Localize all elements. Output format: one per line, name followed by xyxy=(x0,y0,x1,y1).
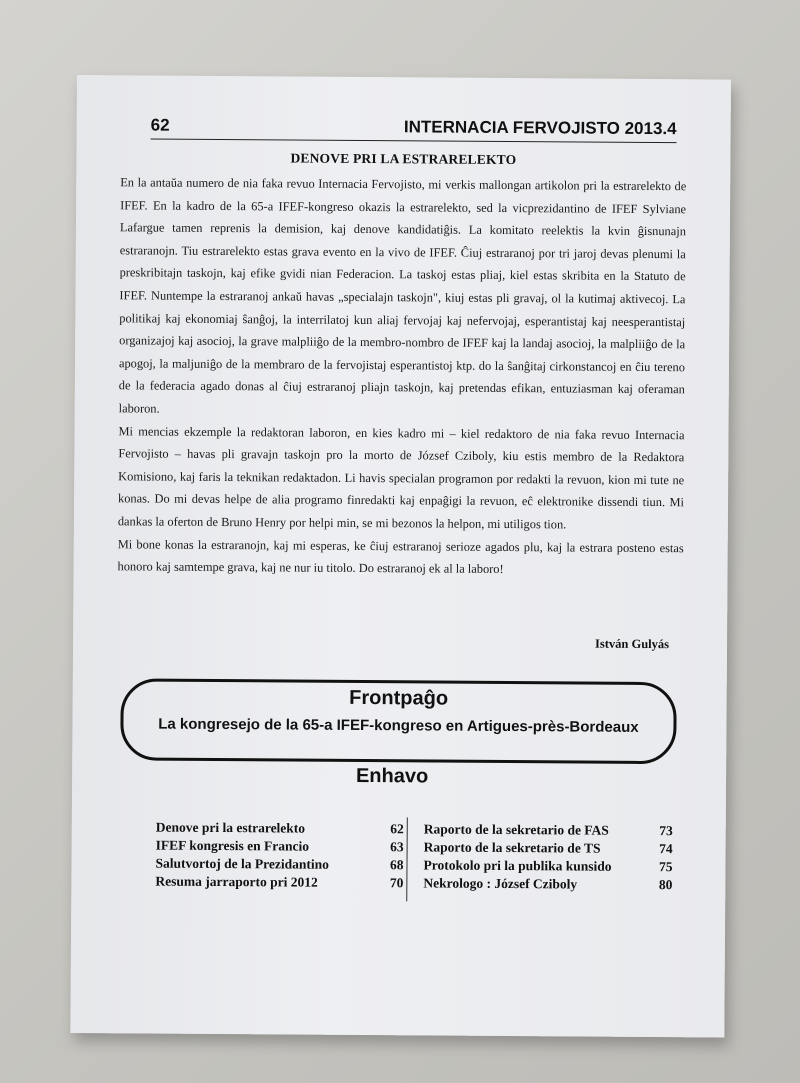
toc-entry-title: Denove pri la estrarelekto xyxy=(155,819,306,836)
toc-entry-title: Raporto de la sekretario de TS xyxy=(423,839,601,856)
magazine-page xyxy=(70,75,731,1038)
article-paragraph: Mi mencias ekzemple la redaktoran laboron, en kies kadro mi – kiel redaktoro de nia faka revuo Internacia Fervojisto – havas pli gravajn taskojn pro la morto de József Cziboly, kiu estis membro de la Redaktora Komisiono, kaj faris la teknikan redaktadon. Li havis specialan programon por redakti la revuon, kion mi tute ne konas. Do mi devas helpe de alia programo finredakti kaj enpaĝigi la revuon, eĉ elektronike dissendi tiun. Mi dankas la oferton de Bruno Henry por helpi min, se mi bezonos la helpon, mi utiligos tion. xyxy=(117,423,685,532)
toc-entry-title: Nekrologo : József Cziboly xyxy=(423,875,578,892)
toc-entry xyxy=(424,820,673,840)
toc-entry xyxy=(423,856,672,876)
toc-right-column xyxy=(423,820,672,894)
toc-entry xyxy=(424,838,673,858)
toc-entry-title: Resuma jarraporto pri 2012 xyxy=(155,873,318,890)
page-header xyxy=(150,115,677,139)
toc-entry xyxy=(155,873,403,893)
toc-entry-page: 75 xyxy=(658,859,673,875)
toc-entry xyxy=(423,874,672,894)
toc-heading: Enhavo xyxy=(355,764,429,788)
toc-entry xyxy=(156,837,404,857)
toc-entry-page: 68 xyxy=(389,857,404,873)
toc-entry xyxy=(156,819,404,839)
cover-caption-title: Frontpaĝo xyxy=(349,686,449,710)
article-author: István Gulyás xyxy=(595,636,670,652)
toc-entry-page: 63 xyxy=(390,839,404,855)
toc-left-column xyxy=(155,819,403,893)
toc-entry-page: 74 xyxy=(659,841,673,857)
toc-entry-page: 80 xyxy=(658,877,673,893)
toc-divider xyxy=(406,817,408,901)
toc-entry-page: 70 xyxy=(389,875,404,891)
toc-entry-title: Protokolo pri la publika kunsido xyxy=(423,857,612,874)
toc-entry-title: Salutvortoj de la Prezidantino xyxy=(155,855,329,872)
toc-entry-page: 62 xyxy=(390,821,404,837)
toc-entry xyxy=(155,855,403,875)
article-title: DENOVE PRI LA ESTRARELEKTO xyxy=(290,150,517,168)
header-rule xyxy=(151,139,677,144)
toc-entry-page: 73 xyxy=(659,823,673,839)
page-number: 62 xyxy=(150,115,170,135)
cover-caption-box xyxy=(120,678,677,764)
article-body xyxy=(117,171,686,582)
toc-entry-title: Raporto de la sekretario de FAS xyxy=(423,821,609,838)
toc-entry-title: IFEF kongresis en Francio xyxy=(155,837,310,854)
article-paragraph: Mi bone konas la estraranojn, kaj mi esperas, ke ĉiuj estraranoj serioze agados plu, kaj la estrara posteno estas honoro kaj samtempe grava, kaj ne nur iu titolo. Do estraranoj ek al la laboro! xyxy=(117,536,684,577)
magazine-title: INTERNACIA FERVOJISTO 2013.4 xyxy=(403,117,677,139)
article-paragraph: En la antaŭa numero de nia faka revuo Internacia Fervojisto, mi verkis mallongan artikolon pri la estrarelekto de IFEF. En la kadro de la 65-a IFEF-kongreso okazis la estrarelekto, sed la vicprezidantino de IFEF Sylviane Lafargue tamen reprenis la demision, kaj denove kandidatiĝis. La komitato reelektis la kvin ĝisnunajn estraranojn. Tiu estrarelekto estas grava evento en la vivo de IFEF. Ĉiuj estraranoj por tri jaroj devas plenumi la preskribitajn taskojn, kaj efike gvidi nian Federacion. La taskoj estas pliaj, kiel estas skribita en la Statuto de IFEF. Nuntempe la estraranoj ankaŭ havas „specialajn taskojn", kiuj estas pli gravaj, ol la kutimaj aktivecoj. La politikaj kaj ekonomiaj ŝanĝoj, la interrilatoj kun aliaj fervojaj kaj nefervojaj, esperantistaj kaj neesperantistaj organizajoj kaj asocioj, la grave malpliiĝo de la membro-nombro de IFEF kaj la landaj asocioj, la malpliiĝo de la apogoj, la maljuniĝo de la membraro de la fervojistaj esperantistoj ktp. do la ŝanĝitaj cirkonstancoj en ĉiu tereno de la federacia agado donas al ĉiuj estraranoj pliajn taskojn, kaj pretendas efikan, entuziasman kaj oferaman laboron. xyxy=(118,175,687,416)
cover-caption-subtitle: La kongresejo de la 65-a IFEF-kongreso en Artigues-près-Bordeaux xyxy=(158,715,639,736)
